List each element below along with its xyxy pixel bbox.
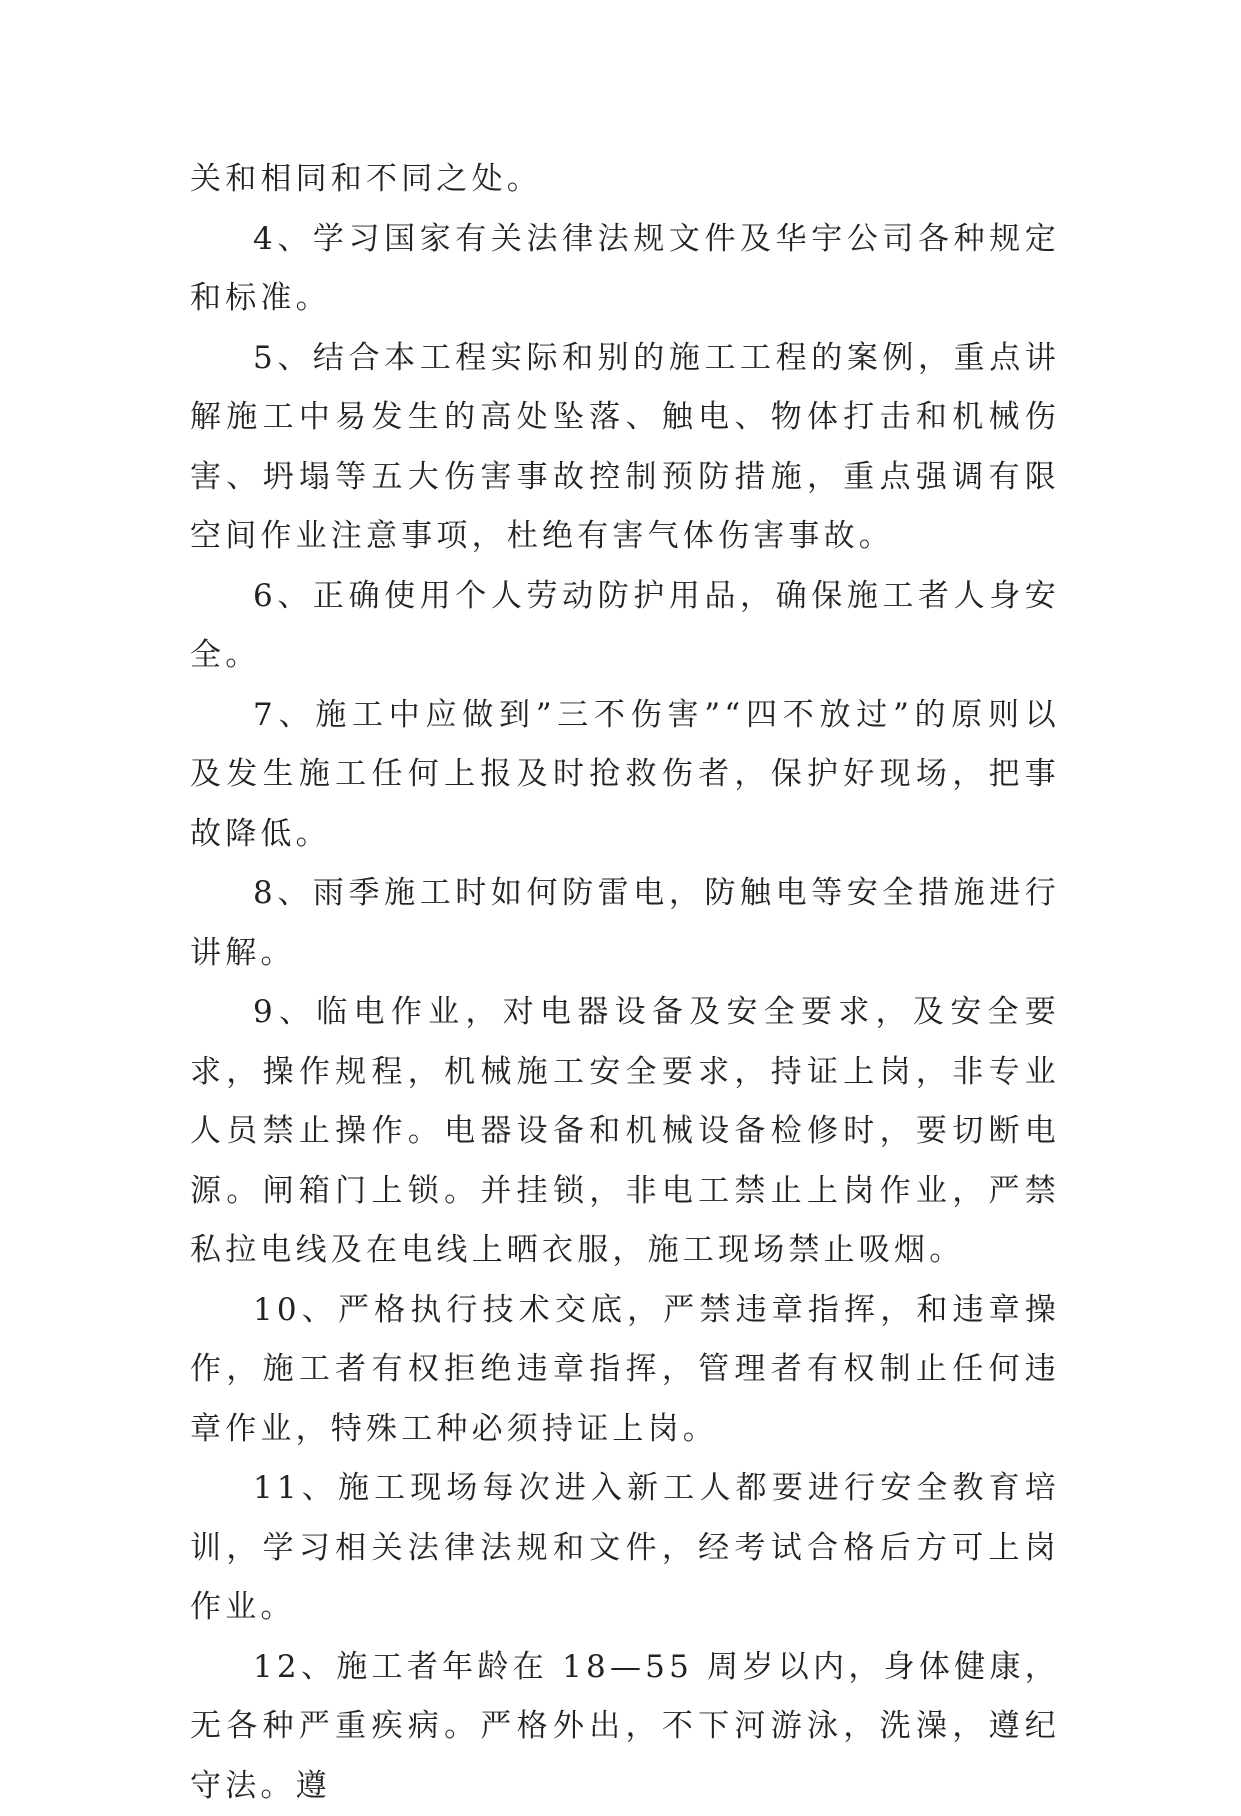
- paragraph-item-10: 10、严格执行技术交底，严禁违章指挥，和违章操作，施工者有权拒绝违章指挥，管理者有权制止任何违章作业，特殊工种必须持证上岗。: [190, 1281, 1060, 1460]
- paragraph-continuation: 关和相同和不同之处。: [190, 150, 1060, 210]
- paragraph-item-6: 6、正确使用个人劳动防护用品，确保施工者人身安全。: [190, 567, 1060, 686]
- paragraph-item-9: 9、临电作业，对电器设备及安全要求，及安全要求，操作规程，机械施工安全要求，持证上岗，非专业人员禁止操作。电器设备和机械设备检修时，要切断电源。闸箱门上锁。并挂锁，非电工禁止上岗作业，严禁私拉电线及在电线上晒衣服，施工现场禁止吸烟。: [190, 983, 1060, 1281]
- document-body: [190, 150, 1060, 1816]
- paragraph-item-12: 12、施工者年龄在 18—55 周岁以内，身体健康，无各种严重疾病。严格外出，不下河游泳，洗澡，遵纪守法。遵: [190, 1638, 1060, 1816]
- paragraph-item-4: 4、学习国家有关法律法规文件及华宇公司各种规定和标准。: [190, 210, 1060, 329]
- paragraph-item-11: 11、施工现场每次进入新工人都要进行安全教育培训，学习相关法律法规和文件，经考试合格后方可上岗作业。: [190, 1459, 1060, 1638]
- paragraph-item-7: 7、施工中应做到”三不伤害”“四不放过”的原则以及发生施工任何上报及时抢救伤者，保护好现场，把事故降低。: [190, 686, 1060, 865]
- paragraph-item-5: 5、结合本工程实际和别的施工工程的案例，重点讲解施工中易发生的高处坠落、触电、物体打击和机械伤害、坍塌等五大伤害事故控制预防措施，重点强调有限空间作业注意事项，杜绝有害气体伤害事故。: [190, 329, 1060, 567]
- paragraph-item-8: 8、雨季施工时如何防雷电，防触电等安全措施进行讲解。: [190, 864, 1060, 983]
